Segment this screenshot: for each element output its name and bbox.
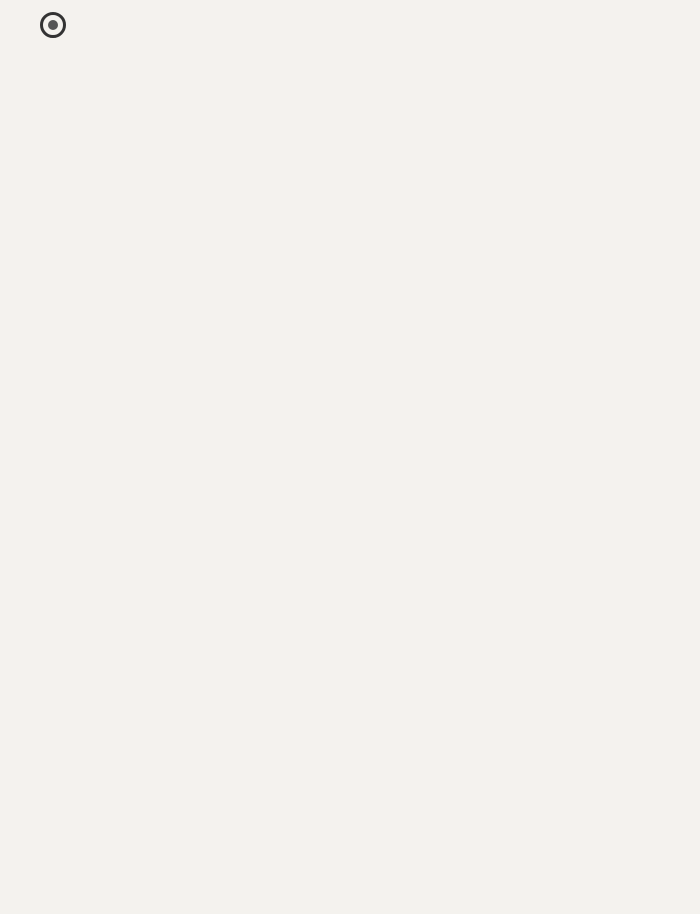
header-group-title [118,9,372,29]
header-akhbar [8,32,118,120]
header-etelaat [118,32,224,120]
header-sabeqeh [276,32,299,120]
header-radif [650,32,672,120]
header-name [536,32,612,120]
header-savak [250,32,276,120]
header-job [375,32,497,120]
header-sabt [299,32,375,120]
header-father [497,32,536,120]
header-zedd [224,32,250,120]
header-darajeh [612,32,650,120]
